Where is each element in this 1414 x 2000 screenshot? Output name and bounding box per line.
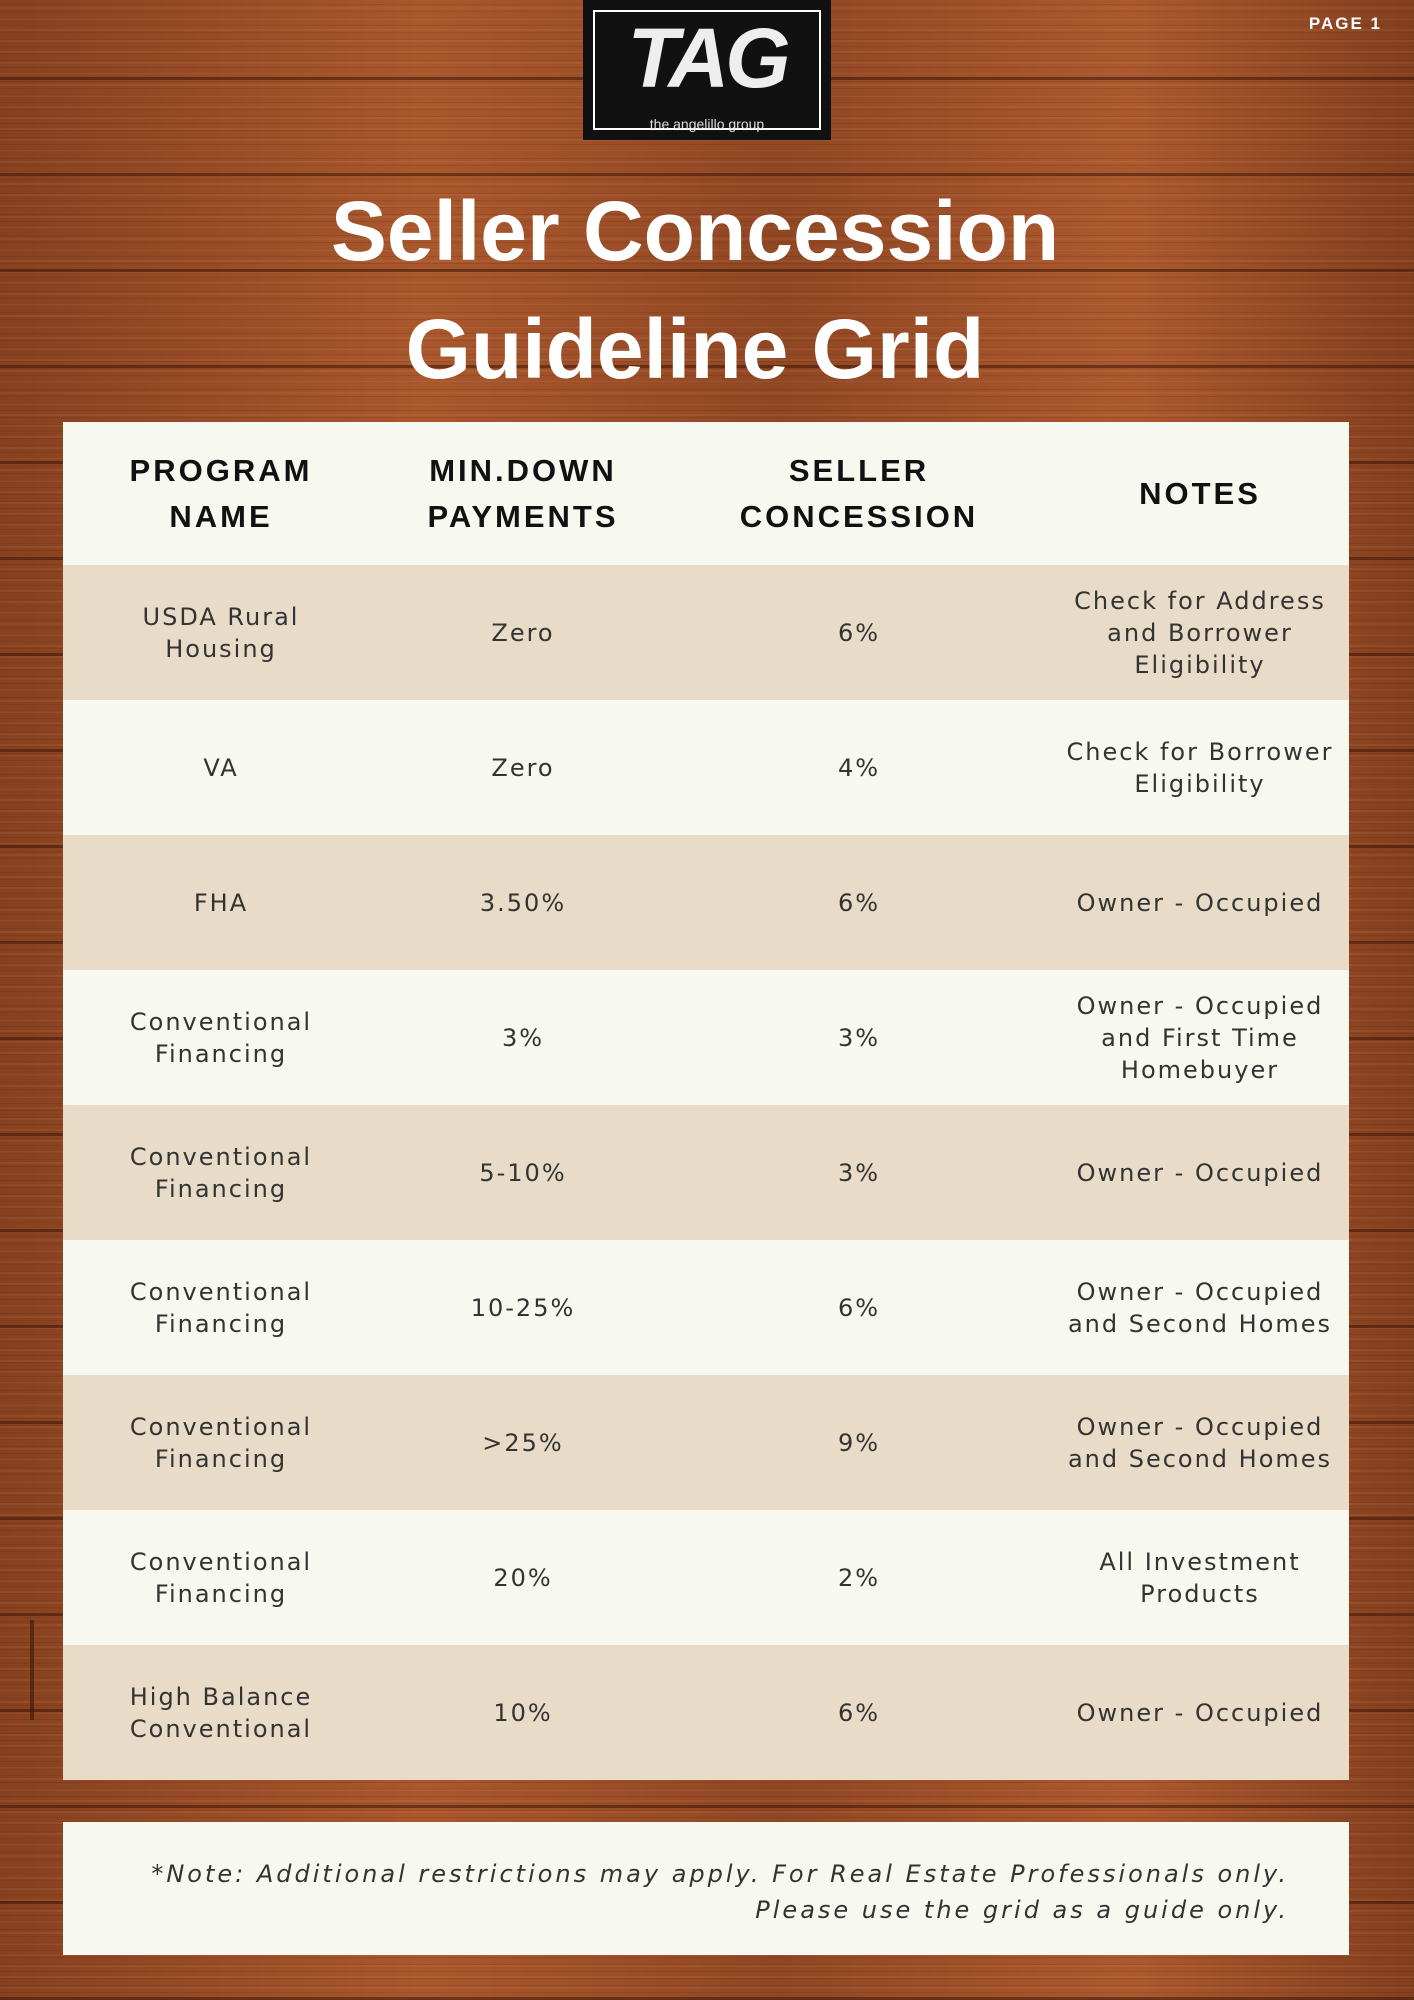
footnote-line-2: Please use the grid as a guide only.	[755, 1896, 1289, 1924]
program-name-cell-line: VA	[203, 753, 239, 782]
notes-cell-line: Owner - Occupied	[1076, 1412, 1324, 1441]
notes-cell	[1051, 1546, 1349, 1610]
min-down-payment-cell: 20%	[493, 1563, 553, 1592]
table-row	[63, 1375, 1349, 1510]
header-text-line: NOTES	[1139, 475, 1261, 511]
seller-concession-cell: 4%	[837, 753, 881, 782]
notes-cell-line: Check for Borrower	[1066, 737, 1334, 766]
program-name-cell-line: Conventional	[129, 1142, 313, 1171]
program-name-cell-line: Conventional	[129, 1714, 313, 1743]
table-row	[63, 700, 1349, 835]
table-row	[63, 1240, 1349, 1375]
table-row	[63, 835, 1349, 970]
page-number-label: PAGE 1	[1308, 14, 1382, 33]
header-text-line: PAYMENTS	[427, 498, 619, 534]
program-name-cell-line: FHA	[193, 888, 249, 917]
page-title	[0, 172, 1390, 408]
min-down-payment-cell: Zero	[491, 753, 555, 782]
min-down-payment-cell: 5-10%	[479, 1158, 567, 1187]
table-row	[63, 1645, 1349, 1780]
header-text-line: SELLER	[788, 452, 930, 488]
program-name-cell	[63, 1006, 379, 1070]
min-down-payment-cell: 10-25%	[470, 1293, 576, 1322]
min-down-payment-cell: 10%	[493, 1698, 553, 1727]
program-name-cell-line: Conventional	[129, 1007, 313, 1036]
notes-cell	[1051, 887, 1349, 919]
seller-concession-cell: 6%	[837, 1293, 881, 1322]
notes-cell	[1051, 1276, 1349, 1340]
notes-cell-line: and Second Homes	[1067, 1444, 1333, 1473]
footnote-line-1: *Note: Additional restrictions may apply. For Real Estate Professionals only.	[151, 1860, 1289, 1888]
program-name-cell	[63, 1276, 379, 1340]
program-name-cell-line: Financing	[154, 1039, 288, 1068]
table-row	[63, 1510, 1349, 1645]
program-name-cell-line: High Balance	[129, 1682, 313, 1711]
table-row	[63, 970, 1349, 1105]
notes-cell-line: Owner - Occupied	[1076, 1277, 1324, 1306]
min-down-payment-cell: 3.50%	[479, 888, 567, 917]
program-name-cell-line: USDA Rural	[142, 602, 300, 631]
min-down-payment-cell: >25%	[482, 1428, 564, 1457]
program-name-cell-line: Financing	[154, 1579, 288, 1608]
program-name-cell	[63, 887, 379, 919]
notes-cell-line: Owner - Occupied	[1076, 1698, 1324, 1727]
table-row	[63, 1105, 1349, 1240]
wood-plank-seam	[30, 1620, 34, 1720]
tag-logo	[583, 0, 831, 140]
notes-cell	[1051, 1697, 1349, 1729]
header-text-line: PROGRAM	[129, 452, 313, 488]
notes-cell-line: Owner - Occupied	[1076, 991, 1324, 1020]
min-down-payment-cell: Zero	[491, 618, 555, 647]
header-notes	[1051, 471, 1349, 517]
program-name-cell	[63, 752, 379, 784]
notes-cell-line: Owner - Occupied	[1076, 888, 1324, 917]
notes-cell-line: Products	[1140, 1579, 1260, 1608]
notes-cell-line: Eligibility	[1134, 650, 1266, 679]
notes-cell-line: Eligibility	[1134, 769, 1266, 798]
title-line-2: Guideline Grid	[405, 302, 985, 396]
seller-concession-cell: 3%	[837, 1158, 881, 1187]
program-name-cell	[63, 601, 379, 665]
header-text-line: CONCESSION	[739, 498, 979, 534]
program-name-cell-line: Conventional	[129, 1547, 313, 1576]
program-name-cell-line: Financing	[154, 1174, 288, 1203]
header-text-line: MIN.DOWN	[429, 452, 617, 488]
min-down-payment-cell: 3%	[501, 1023, 545, 1052]
seller-concession-cell: 9%	[837, 1428, 881, 1457]
notes-cell	[1051, 1157, 1349, 1189]
program-name-cell	[63, 1681, 379, 1745]
header-min-down-payments	[379, 448, 667, 540]
header-program-name	[63, 448, 379, 540]
seller-concession-cell: 6%	[837, 888, 881, 917]
notes-cell	[1051, 736, 1349, 800]
guideline-grid-table	[63, 422, 1349, 1780]
notes-cell	[1051, 1411, 1349, 1475]
program-name-cell-line: Financing	[154, 1444, 288, 1473]
seller-concession-cell: 6%	[837, 1698, 881, 1727]
program-name-cell	[63, 1546, 379, 1610]
program-name-cell	[63, 1141, 379, 1205]
notes-cell-line: Homebuyer	[1120, 1055, 1280, 1084]
logo-tagline: the angelillo group	[649, 116, 765, 132]
program-name-cell-line: Conventional	[129, 1277, 313, 1306]
program-name-cell-line: Financing	[154, 1309, 288, 1338]
seller-concession-cell: 3%	[837, 1023, 881, 1052]
header-seller-concession	[667, 448, 1051, 540]
notes-cell-line: and Borrower	[1107, 618, 1293, 647]
logo-letters: TAG	[627, 11, 787, 105]
footnote-box	[63, 1822, 1349, 1955]
notes-cell	[1051, 990, 1349, 1086]
notes-cell-line: Check for Address	[1074, 586, 1326, 615]
notes-cell-line: All Investment	[1099, 1547, 1301, 1576]
title-line-1: Seller Concession	[330, 184, 1060, 278]
program-name-cell-line: Housing	[165, 634, 277, 663]
seller-concession-cell: 2%	[837, 1563, 881, 1592]
table-row	[63, 565, 1349, 700]
notes-cell-line: Owner - Occupied	[1076, 1158, 1324, 1187]
header-text-line: NAME	[169, 498, 273, 534]
seller-concession-cell: 6%	[837, 618, 881, 647]
program-name-cell	[63, 1411, 379, 1475]
notes-cell	[1051, 585, 1349, 681]
notes-cell-line: and Second Homes	[1067, 1309, 1333, 1338]
table-header-row	[63, 422, 1349, 565]
notes-cell-line: and First Time	[1101, 1023, 1299, 1052]
program-name-cell-line: Conventional	[129, 1412, 313, 1441]
